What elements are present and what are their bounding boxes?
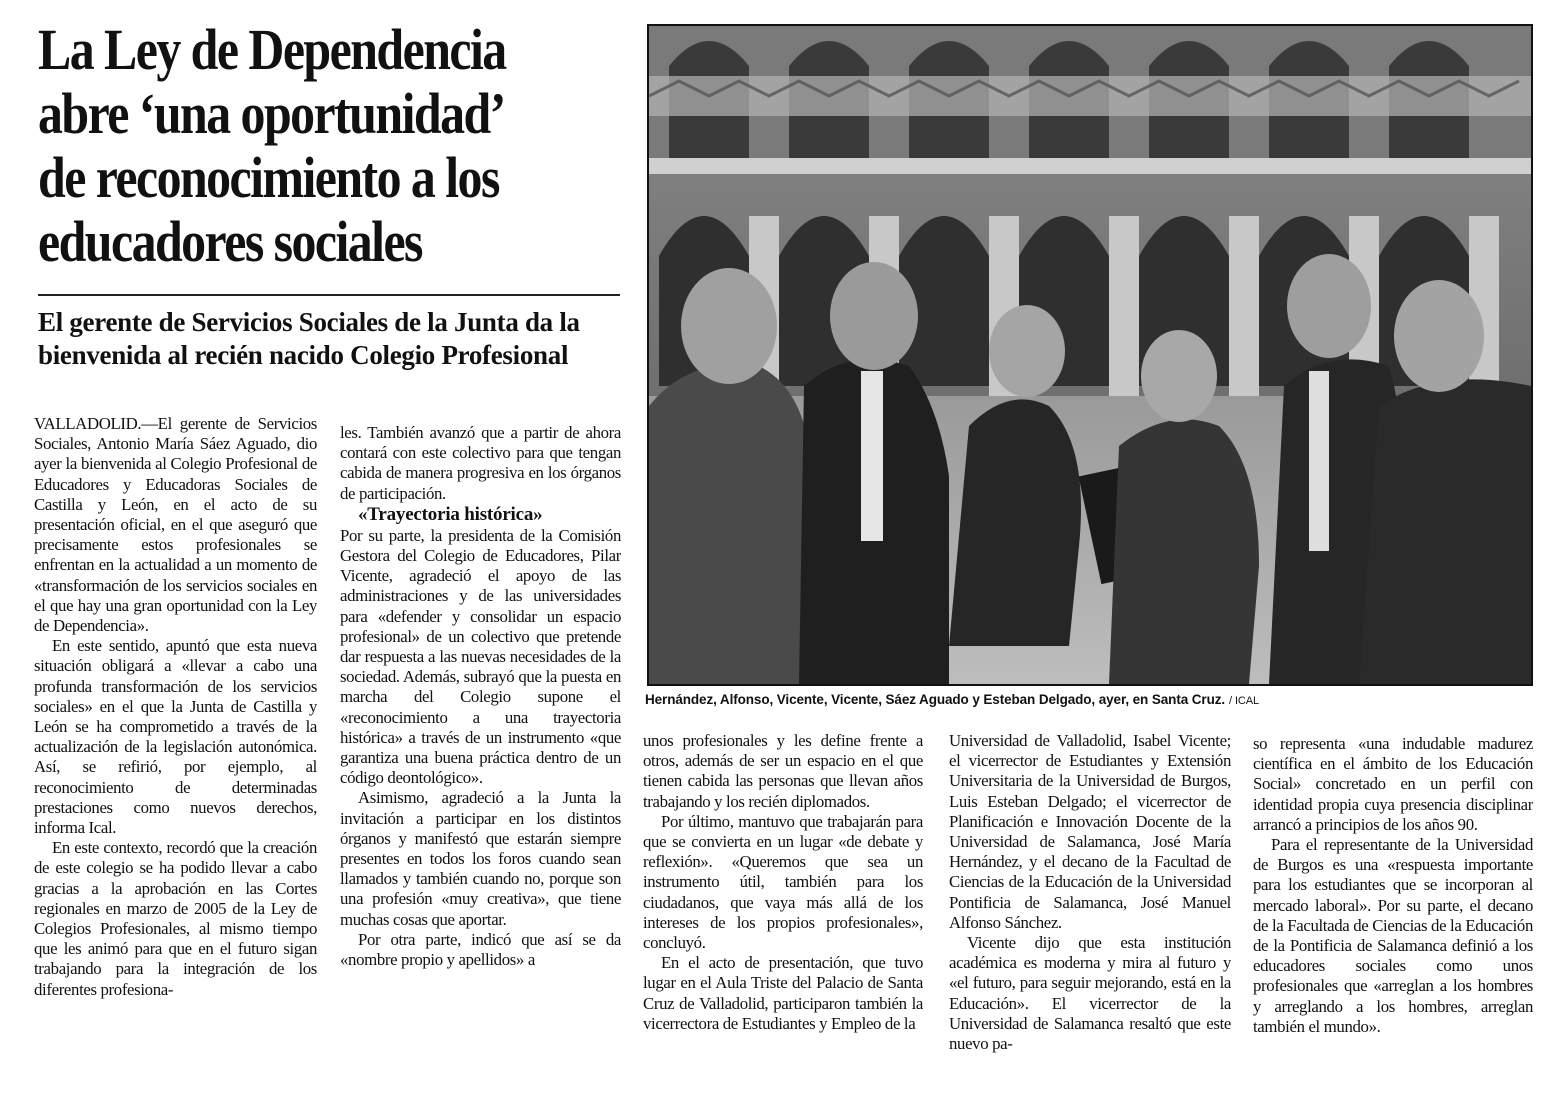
article-column-4	[949, 731, 1231, 1096]
headline-line: abre ‘una oportunidad’	[38, 81, 505, 146]
subheadline-line: El gerente de Servicios Sociales de la Junta da la	[38, 307, 580, 337]
article-column-3	[643, 731, 923, 1096]
paragraph: Por último, mantuvo que trabajarán para que se convierta en un lugar «de debate y reflexión». «Queremos que sea un instrumento útil, también para los ciudadanos, que vaya más allá de los intereses de los propios profesionales», concluyó.	[643, 811, 923, 953]
subheadline-line: bienvenida al recién nacido Colegio Profesional	[38, 340, 569, 370]
news-photo	[647, 24, 1533, 686]
paragraph: En este sentido, apuntó que esta nueva situación obligará a «llevar a cabo una profunda transformación de los servicios sociales» en el que la Junta de Castilla y León se ha comprometido a través de la actualización de la legislación autonómica. Así, se refirió, por ejemplo, al reconocimiento de determinadas prestaciones como nuevos derechos, informa Ical.	[34, 636, 317, 838]
article-column-5	[1253, 734, 1533, 1096]
paragraph: so representa «una indudable madurez científica en el ámbito de los Educación Social» concretado en un perfil con identidad propia cuya presencia disciplinar arrancó a principios de los años 90.	[1253, 734, 1533, 834]
paragraph: les. También avanzó que a partir de ahora contará con este colectivo para que tengan cabida de manera progresiva en los órganos de participación.	[340, 423, 621, 503]
headline-line: de reconocimiento a los	[38, 145, 499, 210]
photo-credit: / ICAL	[1229, 695, 1259, 707]
headline-line: educadores sociales	[38, 209, 422, 274]
paragraph: Por otra parte, indicó que así se da «nombre propio y apellidos» a	[340, 929, 621, 970]
section-title: «Trayectoria histórica»	[358, 503, 543, 525]
headline-line: La Ley de Dependencia	[38, 17, 506, 82]
paragraph: En el acto de presentación, que tuvo lugar en el Aula Triste del Palacio de Santa Cruz de Valladolid, participaron también la vicerrectora de Estudiantes y Empleo de la	[643, 953, 923, 1033]
paragraph: Asimismo, agradeció a la Junta la invitación a participar en los distintos órganos y manifestó que estarán siempre presentes en todos los foros cuando sean llamados y también cuando no, porque son una profesión «muy creativa», que tiene muchas cosas que aportar.	[340, 788, 621, 929]
photo-caption-text: Hernández, Alfonso, Vicente, Vicente, Sáez Aguado y Esteban Delgado, ayer, en Santa Cruz.	[645, 692, 1226, 707]
headline	[38, 18, 640, 274]
paragraph: unos profesionales y les define frente a otros, además de ser un espacio en el que tienen cabida las personas que llevan años trabajando y los recién diplomados.	[643, 731, 923, 811]
paragraph: Universidad de Valladolid, Isabel Vicente; el vicerrector de Estudiantes y Extensión Universitaria de la Universidad de Burgos, Luis Esteban Delgado; el vicerrector de Planificación e Innovación Docente de la Universidad de Salamanca, José María Hernández, y el decano de la Facultad de Ciencias de la Educación de la Universidad Pontificia de Salamanca, José Manuel Alfonso Sánchez.	[949, 731, 1231, 932]
paragraph: Por su parte, la presidenta de la Comisión Gestora del Colegio de Educadores, Pilar Vicente, agradeció el apoyo de las administraciones y de las universidades para «defender y consolidar un espacio profesional» de un colectivo que pretende dar respuesta a las nuevas necesidades de la sociedad. Además, subrayó que la puesta en marcha del Colegio supone el «reconocimiento a una trayectoria histórica» a través de un instrumento «que garantiza una buena práctica dentro de un código deontológico».	[340, 525, 621, 788]
paragraph: Vicente dijo que esta institución académica es moderna y mira al futuro y «el futuro, para seguir mejorando, está en la Educación». El vicerrector de la Universidad de Salamanca resaltó que este nuevo pa-	[949, 933, 1231, 1054]
article-column-1	[34, 414, 317, 1096]
subheadline	[38, 306, 638, 372]
paragraph: VALLADOLID.—El gerente de Servicios Sociales, Antonio María Sáez Aguado, dio ayer la bienvenida al Colegio Profesional de Educadores y Educadoras Sociales de Castilla y León, en el acto de su presentación oficial, en el que aseguró que precisamente estos profesionales se enfrentan en la actualidad a un momento de «transformación de los servicios sociales en el que hay una gran oportunidad con la Ley de Dependencia».	[34, 414, 317, 636]
article-column-2	[340, 423, 621, 1096]
paragraph: En este contexto, recordó que la creación de este colegio se ha podido llevar a cabo gracias a la aprobación en las Cortes regionales en marzo de 2005 de la Ley de Colegios Profesionales, al mismo tiempo que les animó para que en el futuro sigan trabajando para la integración de los diferentes profesiona-	[34, 838, 317, 999]
photo-caption	[645, 692, 1545, 707]
headline-divider	[38, 294, 620, 296]
paragraph: Para el representante de la Universidad de Burgos es una «respuesta importante para los estudiantes que se incorporan al mercado laboral». Por su parte, el decano de la Facultada de Ciencias de la Educación de la Pontificia de Salamanca definió a los educadores sociales como unos profesionales que «arreglan a los hombres y arreglando a los hombres, arreglan también el mundo».	[1253, 835, 1533, 1036]
